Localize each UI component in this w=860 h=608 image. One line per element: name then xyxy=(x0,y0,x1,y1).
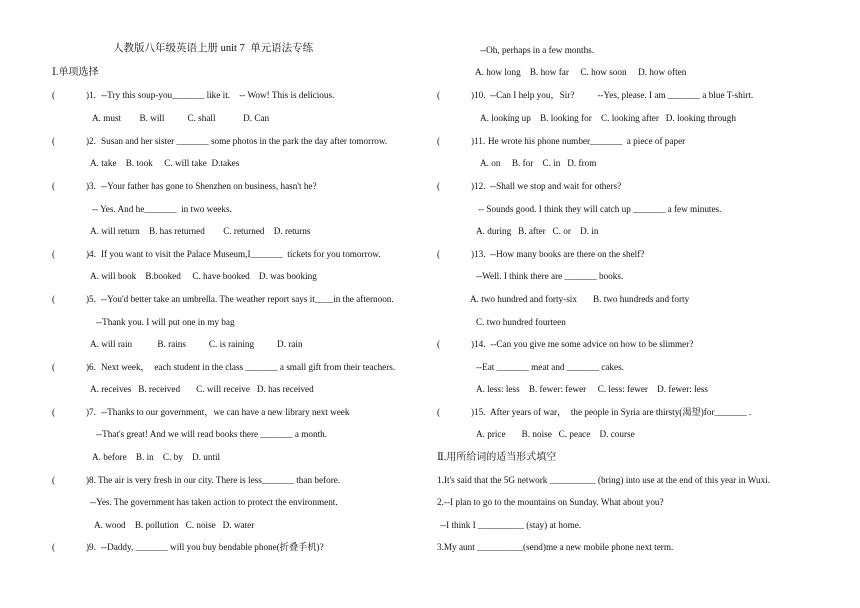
question-paren: ( xyxy=(52,407,56,417)
question-paren: ( xyxy=(52,362,56,372)
question-5: --You'd better take an umbrella. The weather report says it____in the afternoon. xyxy=(101,294,394,304)
question-paren: ( xyxy=(52,249,56,259)
question-3: --Your father has gone to Shenzhen on business, hasn't he? xyxy=(101,181,317,191)
options-6: A. receives B. received C. will receive D. has received xyxy=(90,384,314,394)
question-paren: ( xyxy=(52,90,56,100)
options-5: A. will rain B. rains C. is raining D. rain xyxy=(90,339,303,349)
options-2: A. take B. took C. will take D.takes xyxy=(90,158,240,168)
fill-blank-1: 1.It's said that the 5G network __________ (bring) into use at the end of this year in Wuxi. xyxy=(437,475,771,485)
question-paren: ( xyxy=(52,181,56,191)
question-11: He wrote his phone number_______ a piece of paper xyxy=(488,136,686,146)
question-12: --Shall we stop and wait for others? xyxy=(490,181,622,191)
options-4: A. will book B.booked C. have booked D. was booking xyxy=(90,271,317,281)
question-paren: ( xyxy=(437,339,441,349)
question-paren: ( xyxy=(52,136,56,146)
question-14-dialogue: --Eat _______ meat and _______ cakes. xyxy=(476,362,624,372)
options-14: A. less: less B. fewer: fewer C. less: fewer D. fewer: less xyxy=(476,384,708,394)
question-number: )12. xyxy=(471,181,486,191)
page-title: 人教版八年级英语上册 unit 7 单元语法专练 xyxy=(113,43,314,54)
question-1: --Try this soup-you_______ like it. -- Wow! This is delicious. xyxy=(101,90,335,100)
question-7-dialogue: --That's great! And we will read books there _______ a month. xyxy=(96,429,328,439)
options-10: A. looking up B. looking for C. looking after D. looking through xyxy=(480,113,736,123)
options-11: A. on B. for C. in D. from xyxy=(480,158,597,168)
question-paren: ( xyxy=(437,249,441,259)
question-13-dialogue: --Well. I think there are _______ books. xyxy=(476,271,624,281)
question-2: Susan and her sister _______ some photos in the park the day after tomorrow. xyxy=(101,136,388,146)
question-7: --Thanks to our government，we can have a new library next week xyxy=(101,407,350,417)
question-5-dialogue: --Thank you. I will put one in my bag xyxy=(96,317,235,327)
question-number: )11. xyxy=(471,136,486,146)
question-number: )9. xyxy=(86,542,96,552)
question-number: )8. xyxy=(86,475,96,485)
question-number: )7. xyxy=(86,407,96,417)
question-number: )15. xyxy=(471,407,486,417)
question-number: )5. xyxy=(86,294,96,304)
fill-blank-3: 3.My aunt __________(send)me a new mobile phone next term. xyxy=(437,542,674,552)
question-8: The air is very fresh in our city. There is less_______ than before. xyxy=(98,475,341,485)
options-9: A. how long B. how far C. how soon D. how often xyxy=(475,67,687,77)
question-9-answer-dialogue: --Oh, perhaps in a few months. xyxy=(480,45,595,55)
question-15: After years of war， the people in Syria are thirsty(渴望)for_______ . xyxy=(490,407,752,417)
options-1: A. must B. will C. shall D. Can xyxy=(92,113,270,123)
question-number: )6. xyxy=(86,362,96,372)
question-8-dialogue: --Yes. The government has taken action to protect the environment. xyxy=(90,497,338,507)
question-number: )2. xyxy=(86,136,96,146)
question-number: )1. xyxy=(86,90,96,100)
options-8: A. wood B. pollution C. noise D. water xyxy=(94,520,255,530)
question-3-dialogue: -- Yes. And he_______ in two weeks. xyxy=(92,204,232,214)
question-number: )10. xyxy=(471,90,486,100)
question-12-dialogue: -- Sounds good. I think they will catch up _______ a few minutes. xyxy=(478,204,722,214)
question-14: --Can you give me some advice on how to be slimmer? xyxy=(488,339,694,349)
question-9: --Daddy, _______ will you buy bendable phone(折叠手机)? xyxy=(101,542,324,552)
options-15: A. price B. noise C. peace D. course xyxy=(476,429,635,439)
section-heading-multiple-choice: Ⅰ.单项选择 xyxy=(52,67,99,78)
question-paren: ( xyxy=(52,542,56,552)
question-number: )3. xyxy=(86,181,96,191)
question-paren: ( xyxy=(52,475,56,485)
options-13-ab: A. two hundred and forty-six B. two hundreds and forty xyxy=(470,294,690,304)
options-13-c: C. two hundred fourteen xyxy=(476,317,566,327)
options-7: A. before B. in C. by D. until xyxy=(92,452,221,462)
question-paren: ( xyxy=(437,90,441,100)
question-4: If you want to visit the Palace Museum,I_______ tickets for you tomorrow. xyxy=(101,249,381,259)
question-paren: ( xyxy=(437,136,441,146)
question-number: )13. xyxy=(471,249,486,259)
question-paren: ( xyxy=(52,294,56,304)
question-paren: ( xyxy=(437,407,441,417)
question-number: )14. xyxy=(471,339,486,349)
fill-blank-2: 2.--I plan to go to the mountains on Sunday. What about you? xyxy=(437,497,664,507)
question-number: )4. xyxy=(86,249,96,259)
options-12: A. during B. after C. or D. in xyxy=(476,226,599,236)
question-13: --How many books are there on the shelf? xyxy=(490,249,645,259)
question-paren: ( xyxy=(437,181,441,191)
question-10: --Can I help you，Sir? --Yes, please. I am _______ a blue T-shirt. xyxy=(490,90,754,100)
options-3: A. will return B. has returned C. returned D. returns xyxy=(90,226,311,236)
question-6: Next week， each student in the class _______ a small gift from their teachers. xyxy=(101,362,396,372)
section-heading-fill-blank: Ⅱ.用所给词的适当形式填空 xyxy=(437,452,557,463)
fill-blank-2-answer: --I think I __________ (stay) at home. xyxy=(440,520,582,530)
